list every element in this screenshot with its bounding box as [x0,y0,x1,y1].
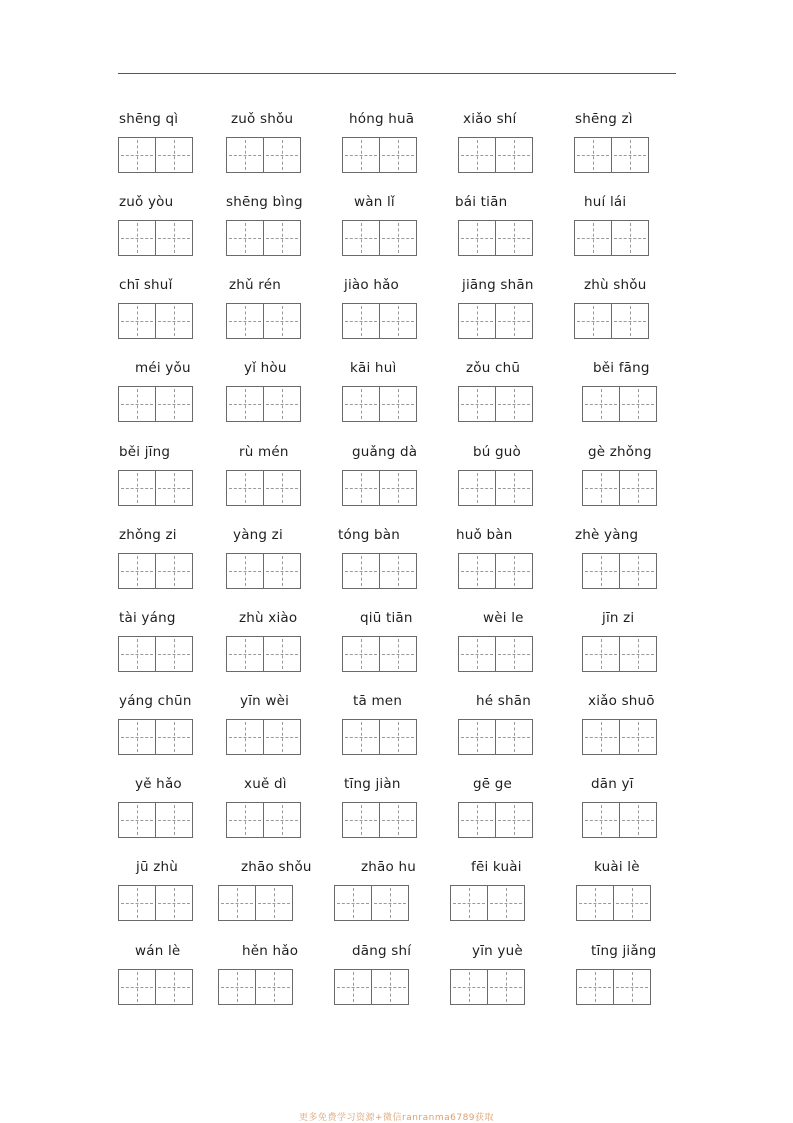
tian-zi-box[interactable] [459,138,495,172]
tian-zi-box[interactable] [219,886,255,920]
tian-zi-box[interactable] [155,554,192,588]
tian-zi-box[interactable] [379,387,416,421]
tian-zi-box[interactable] [343,221,379,255]
writing-box-pair[interactable] [582,636,657,672]
tian-zi-box[interactable] [119,637,155,671]
writing-box-pair[interactable] [450,885,525,921]
pinyin-label: bái tiān [455,194,508,210]
pinyin-label: fēi kuài [471,859,522,875]
writing-box-pair[interactable] [342,303,417,339]
tian-zi-box[interactable] [119,304,155,338]
pinyin-label: běi fāng [593,360,650,376]
writing-box-pair[interactable] [226,220,301,256]
tian-zi-box[interactable] [119,803,155,837]
tian-zi-box[interactable] [343,138,379,172]
tian-zi-box[interactable] [379,637,416,671]
tian-zi-box[interactable] [379,221,416,255]
pinyin-label: huǒ bàn [456,527,513,543]
writing-box-pair[interactable] [458,719,533,755]
tian-zi-box[interactable] [619,554,656,588]
tian-zi-box[interactable] [343,304,379,338]
pinyin-label: zhāo shǒu [241,859,312,875]
worksheet-row [0,443,793,523]
writing-box-pair[interactable] [226,470,301,506]
worksheet-row [0,692,793,772]
tian-zi-box[interactable] [459,387,495,421]
word-cell [574,110,714,190]
tian-zi-box[interactable] [155,970,192,1004]
tian-zi-box[interactable] [611,304,648,338]
pinyin-label: xuě dì [244,776,287,792]
writing-box-pair[interactable] [218,969,293,1005]
pinyin-label: běi jīng [119,444,171,460]
writing-box-pair[interactable] [118,470,193,506]
writing-box-pair[interactable] [118,636,193,672]
tian-zi-box[interactable] [619,637,656,671]
writing-box-pair[interactable] [582,553,657,589]
pinyin-label: tīng jiàn [344,776,401,792]
tian-zi-box[interactable] [487,886,524,920]
writing-box-pair[interactable] [450,969,525,1005]
tian-zi-box[interactable] [155,387,192,421]
tian-zi-box[interactable] [119,471,155,505]
tian-zi-box[interactable] [495,803,532,837]
writing-box-pair[interactable] [342,386,417,422]
tian-zi-box[interactable] [451,970,487,1004]
tian-zi-box[interactable] [155,221,192,255]
tian-zi-box[interactable] [119,387,155,421]
pinyin-label: chī shuǐ [119,277,173,293]
pinyin-label: jiào hǎo [344,277,400,293]
tian-zi-box[interactable] [459,720,495,754]
writing-box-pair[interactable] [582,386,657,422]
tian-zi-box[interactable] [583,637,619,671]
tian-zi-box[interactable] [227,471,263,505]
tian-zi-box[interactable] [459,471,495,505]
pinyin-label: qiū tiān [360,610,413,626]
pinyin-label: zǒu chū [466,360,521,376]
pinyin-label: hóng huā [349,111,415,127]
tian-zi-box[interactable] [155,138,192,172]
word-cell [574,609,714,689]
tian-zi-box[interactable] [459,554,495,588]
pinyin-label: zhù shǒu [584,277,647,293]
writing-box-pair[interactable] [118,553,193,589]
writing-box-pair[interactable] [118,220,193,256]
tian-zi-box[interactable] [335,970,371,1004]
tian-zi-box[interactable] [255,886,292,920]
writing-box-pair[interactable] [334,885,409,921]
writing-box-pair[interactable] [582,802,657,838]
tian-zi-box[interactable] [343,387,379,421]
tian-zi-box[interactable] [451,886,487,920]
word-cell [574,942,714,1022]
pinyin-label: gē ge [473,776,513,792]
word-cell [574,692,714,772]
tian-zi-box[interactable] [343,803,379,837]
tian-zi-box[interactable] [459,304,495,338]
tian-zi-box[interactable] [495,138,532,172]
pinyin-label: rù mén [239,444,289,460]
tian-zi-box[interactable] [227,637,263,671]
pinyin-label: tài yáng [119,610,176,626]
tian-zi-box[interactable] [459,637,495,671]
writing-box-pair[interactable] [118,303,193,339]
writing-box-pair[interactable] [342,470,417,506]
tian-zi-box[interactable] [487,970,524,1004]
writing-box-pair[interactable] [118,802,193,838]
tian-zi-box[interactable] [343,720,379,754]
tian-zi-box[interactable] [119,221,155,255]
word-cell [574,526,714,606]
tian-zi-box[interactable] [583,720,619,754]
tian-zi-box[interactable] [119,886,155,920]
writing-box-pair[interactable] [576,885,651,921]
writing-box-pair[interactable] [342,220,417,256]
pinyin-label: tóng bàn [338,527,400,543]
pinyin-label: wán lè [135,943,181,959]
pinyin-label: bú guò [473,444,522,460]
worksheet-row [0,359,793,439]
tian-zi-box[interactable] [495,637,532,671]
pinyin-label: yǐ hòu [244,360,287,376]
tian-zi-box[interactable] [495,471,532,505]
tian-zi-box[interactable] [371,886,408,920]
tian-zi-box[interactable] [119,554,155,588]
pinyin-label: zhǔ rén [229,277,282,293]
writing-box-pair[interactable] [582,470,657,506]
tian-zi-box[interactable] [575,138,611,172]
tian-zi-box[interactable] [619,803,656,837]
pinyin-label: shēng zì [575,111,633,127]
tian-zi-box[interactable] [495,387,532,421]
tian-zi-box[interactable] [583,387,619,421]
tian-zi-box[interactable] [255,970,292,1004]
writing-box-pair[interactable] [226,636,301,672]
writing-box-pair[interactable] [342,636,417,672]
pinyin-label: xiǎo shuō [588,693,655,709]
writing-box-pair[interactable] [334,969,409,1005]
tian-zi-box[interactable] [495,720,532,754]
tian-zi-box[interactable] [227,138,263,172]
pinyin-label: dāng shí [352,943,412,959]
writing-box-pair[interactable] [118,386,193,422]
tian-zi-box[interactable] [379,138,416,172]
tian-zi-box[interactable] [263,471,300,505]
tian-zi-box[interactable] [379,554,416,588]
writing-box-pair[interactable] [118,885,193,921]
writing-box-pair[interactable] [458,303,533,339]
tian-zi-box[interactable] [227,304,263,338]
word-cell [574,858,714,938]
pinyin-label: yīn yuè [472,943,523,959]
word-cell [574,775,714,855]
pinyin-label: xiǎo shí [463,111,517,127]
tian-zi-box[interactable] [263,304,300,338]
pinyin-label: méi yǒu [135,360,191,376]
pinyin-label: yě hǎo [135,776,182,792]
tian-zi-box[interactable] [227,803,263,837]
worksheet-row [0,526,793,606]
word-cell [574,443,714,523]
worksheet-row [0,942,793,1022]
writing-box-pair[interactable] [458,636,533,672]
tian-zi-box[interactable] [575,221,611,255]
pinyin-label: zuǒ shǒu [231,111,294,127]
writing-box-pair[interactable] [576,969,651,1005]
pinyin-label: wàn lǐ [354,194,395,210]
worksheet-row [0,193,793,273]
pinyin-label: tīng jiǎng [591,943,657,959]
pinyin-label: kāi huì [350,360,397,376]
writing-box-pair[interactable] [458,386,533,422]
pinyin-label: zhāo hu [361,859,416,875]
pinyin-label: kuài lè [594,859,640,875]
worksheet-row [0,276,793,356]
writing-box-pair[interactable] [226,802,301,838]
worksheet-row [0,110,793,190]
tian-zi-box[interactable] [263,387,300,421]
writing-box-pair[interactable] [226,303,301,339]
pinyin-label: zhǒng zi [119,527,177,543]
tian-zi-box[interactable] [611,221,648,255]
tian-zi-box[interactable] [495,221,532,255]
writing-box-pair[interactable] [582,719,657,755]
pinyin-label: huí lái [584,194,627,210]
writing-box-pair[interactable] [458,553,533,589]
pinyin-label: dān yī [591,776,634,792]
tian-zi-box[interactable] [619,387,656,421]
pinyin-label: yàng zi [233,527,283,543]
writing-box-pair[interactable] [574,220,649,256]
tian-zi-box[interactable] [155,886,192,920]
tian-zi-box[interactable] [619,471,656,505]
tian-zi-box[interactable] [379,471,416,505]
worksheet-row [0,775,793,855]
tian-zi-box[interactable] [495,554,532,588]
tian-zi-box[interactable] [575,304,611,338]
pinyin-label: hé shān [476,693,531,709]
tian-zi-box[interactable] [263,637,300,671]
tian-zi-box[interactable] [155,637,192,671]
pinyin-label: gè zhǒng [588,444,652,460]
tian-zi-box[interactable] [583,554,619,588]
tian-zi-box[interactable] [583,803,619,837]
word-cell [574,276,714,356]
tian-zi-box[interactable] [343,471,379,505]
tian-zi-box[interactable] [263,554,300,588]
writing-box-pair[interactable] [118,969,193,1005]
writing-box-pair[interactable] [342,137,417,173]
tian-zi-box[interactable] [495,304,532,338]
tian-zi-box[interactable] [155,720,192,754]
tian-zi-box[interactable] [155,803,192,837]
writing-box-pair[interactable] [342,553,417,589]
tian-zi-box[interactable] [335,886,371,920]
tian-zi-box[interactable] [577,886,613,920]
tian-zi-box[interactable] [227,387,263,421]
worksheet-row [0,858,793,938]
tian-zi-box[interactable] [343,637,379,671]
footer-watermark: 更多免费学习资源+微信ranranma6789获取 [298,1113,495,1123]
pinyin-label: zhè yàng [575,527,639,543]
tian-zi-box[interactable] [379,720,416,754]
worksheet-row [0,609,793,689]
tian-zi-box[interactable] [583,471,619,505]
writing-box-pair[interactable] [458,470,533,506]
writing-box-pair[interactable] [458,137,533,173]
writing-box-pair[interactable] [342,802,417,838]
tian-zi-box[interactable] [613,970,650,1004]
pinyin-label: tā men [353,693,403,709]
tian-zi-box[interactable] [263,803,300,837]
pinyin-label: yáng chūn [119,693,192,709]
writing-box-pair[interactable] [218,885,293,921]
pinyin-label: zuǒ yòu [119,194,174,210]
pinyin-label: yīn wèi [240,693,290,709]
writing-box-pair[interactable] [226,386,301,422]
word-cell [574,359,714,439]
writing-box-pair[interactable] [226,553,301,589]
tian-zi-box[interactable] [263,720,300,754]
tian-zi-box[interactable] [619,720,656,754]
tian-zi-box[interactable] [263,138,300,172]
tian-zi-box[interactable] [119,720,155,754]
pinyin-label: hěn hǎo [242,943,299,959]
tian-zi-box[interactable] [611,138,648,172]
writing-box-pair[interactable] [458,220,533,256]
tian-zi-box[interactable] [459,803,495,837]
word-cell [574,193,714,273]
pinyin-label: wèi le [483,610,524,626]
tian-zi-box[interactable] [459,221,495,255]
tian-zi-box[interactable] [577,970,613,1004]
tian-zi-box[interactable] [227,221,263,255]
tian-zi-box[interactable] [371,970,408,1004]
writing-box-pair[interactable] [118,719,193,755]
tian-zi-box[interactable] [227,720,263,754]
tian-zi-box[interactable] [219,970,255,1004]
pinyin-label: zhù xiào [239,610,298,626]
tian-zi-box[interactable] [119,970,155,1004]
tian-zi-box[interactable] [379,304,416,338]
pinyin-label: guǎng dà [352,444,418,460]
writing-box-pair[interactable] [574,303,649,339]
pinyin-label: jū zhù [136,859,178,875]
tian-zi-box[interactable] [613,886,650,920]
tian-zi-box[interactable] [263,221,300,255]
tian-zi-box[interactable] [343,554,379,588]
writing-box-pair[interactable] [342,719,417,755]
writing-box-pair[interactable] [458,802,533,838]
tian-zi-box[interactable] [227,554,263,588]
writing-box-pair[interactable] [118,137,193,173]
tian-zi-box[interactable] [155,471,192,505]
pinyin-label: shēng qì [119,111,179,127]
pinyin-label: jiāng shān [462,277,534,293]
tian-zi-box[interactable] [379,803,416,837]
writing-box-pair[interactable] [574,137,649,173]
writing-box-pair[interactable] [226,719,301,755]
pinyin-label: shēng bìng [226,194,303,210]
pinyin-label: jīn zi [602,610,635,626]
tian-zi-box[interactable] [119,138,155,172]
writing-box-pair[interactable] [226,137,301,173]
tian-zi-box[interactable] [155,304,192,338]
